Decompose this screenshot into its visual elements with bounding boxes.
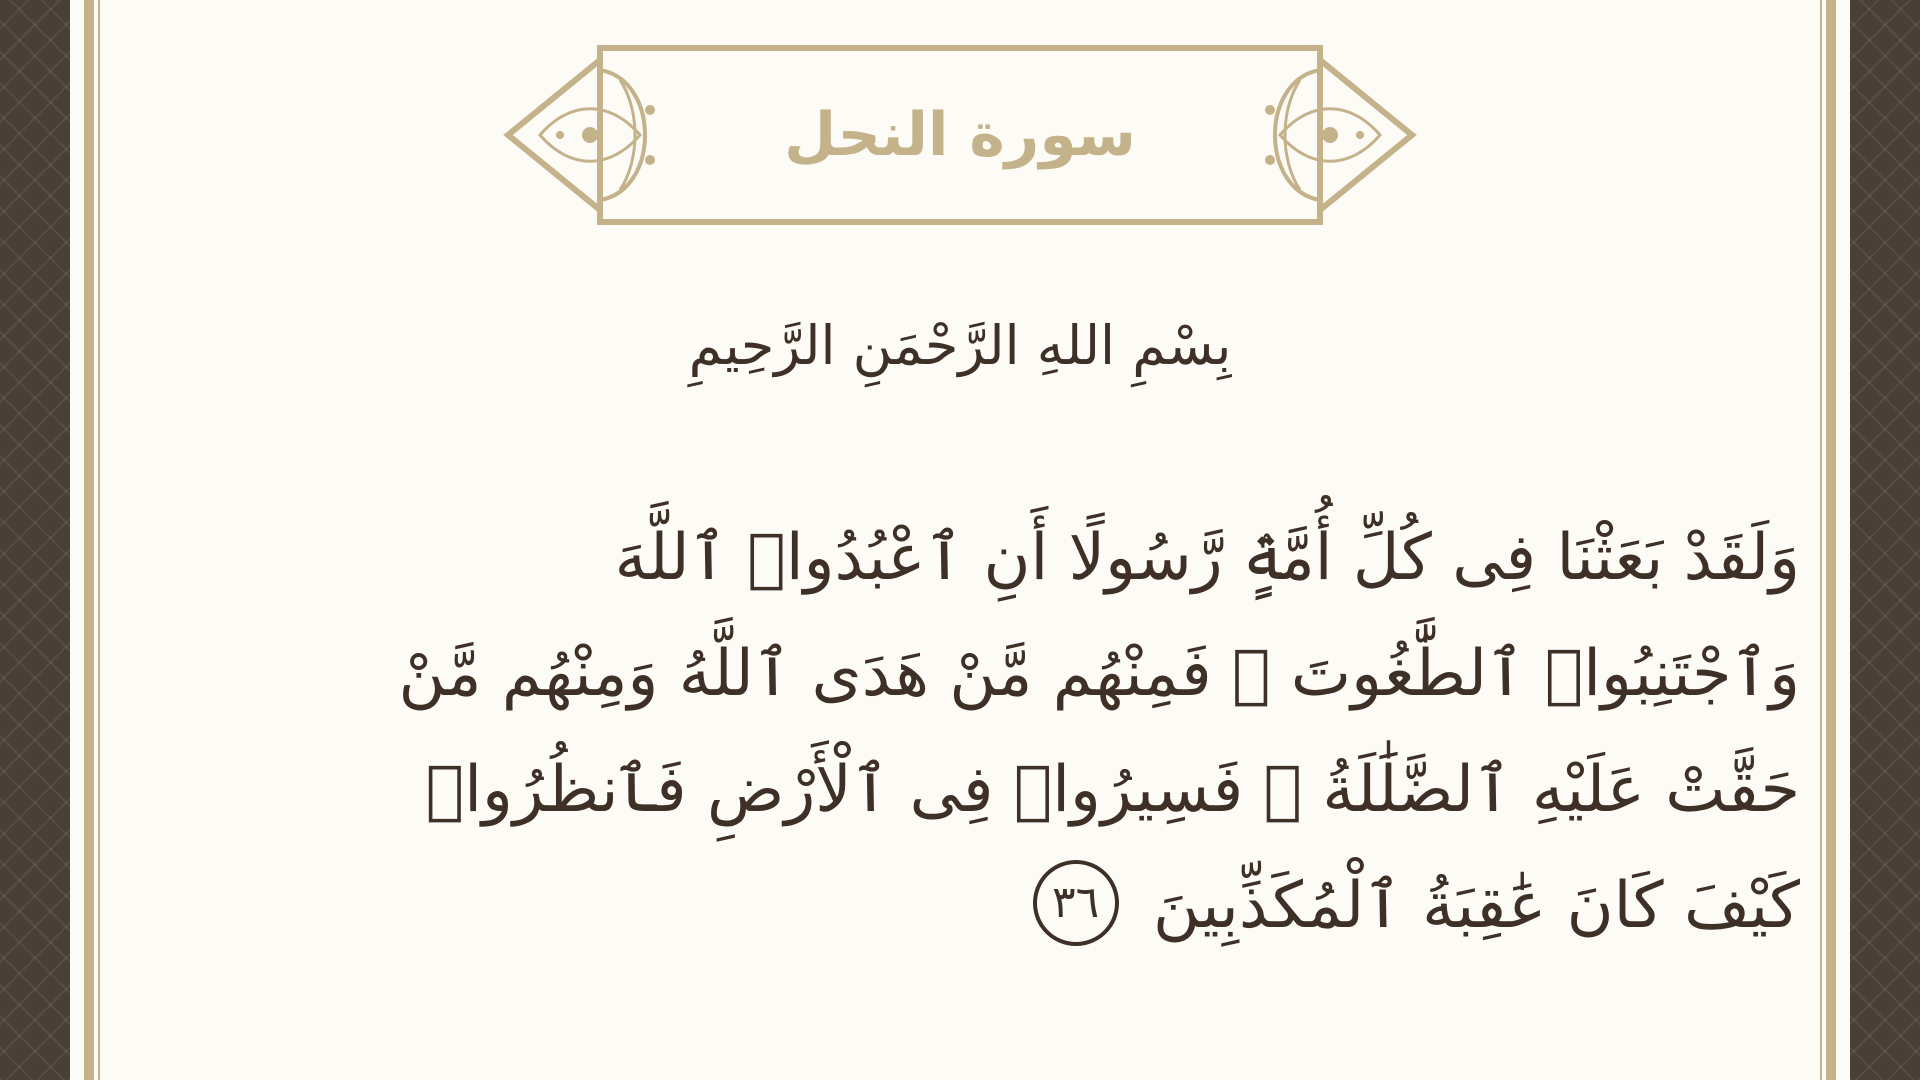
right-inner-rule (1820, 0, 1822, 1080)
left-inner-rule (98, 0, 100, 1080)
ayah-number-marker (1033, 860, 1119, 946)
surah-title: سورة النحل (784, 100, 1136, 170)
right-gold-rule (1826, 0, 1836, 1080)
basmala: بِسْمِ اللهِ الرَّحْمَنِ الرَّحِيمِ (688, 313, 1232, 377)
left-gold-rule (84, 0, 94, 1080)
verse-text: وَلَقَدْ بَعَثْنَا فِى كُلِّ أُمَّةٍۢ رَّسُولًا أَنِ ٱعْبُدُوا۟ ٱللَّهَ وَٱجْتَنِبُوا۟ ٱلطَّٰغُوتَ ۖ فَمِنْهُم مَّنْ هَدَى ٱللَّهُ وَمِنْهُم مَّنْ حَقَّتْ عَلَيْهِ ٱلضَّلَٰلَةُ ۚ فَسِيرُوا۟ فِى ٱلْأَرْضِ فَٱنظُرُوا۟ كَيْفَ كَانَ عَٰقِبَةُ ٱلْمُكَذِّبِينَ (398, 521, 1800, 943)
left-ornamental-border (0, 0, 70, 1080)
right-ornamental-border (1850, 0, 1920, 1080)
verse-block (340, 500, 1800, 964)
ayah-number: ٣٦ (1052, 877, 1100, 929)
surah-title-frame (500, 40, 1420, 230)
